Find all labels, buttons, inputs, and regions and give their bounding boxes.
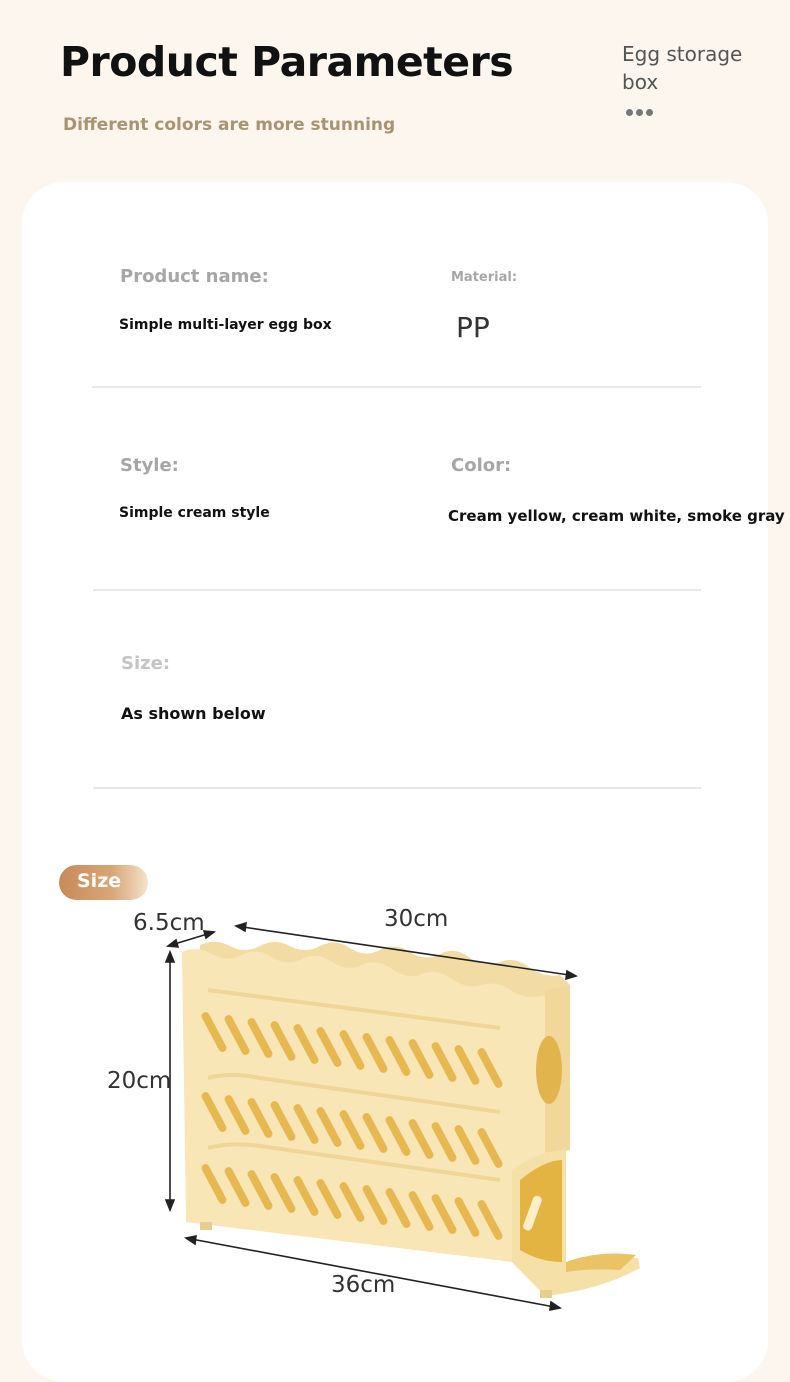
page-title: Product Parameters [60, 38, 514, 86]
size-badge [59, 865, 148, 900]
style-value: Simple cream style [119, 505, 270, 521]
color-label: Color: [451, 455, 512, 476]
product-name-label: Product name: [120, 266, 269, 287]
more-dots-icon [626, 109, 653, 116]
height-dimension: 20cm [107, 1068, 172, 1094]
divider [93, 589, 701, 591]
size-badge-label: Size [77, 870, 122, 892]
style-label: Style: [120, 455, 179, 476]
top-width-dimension: 30cm [384, 906, 449, 932]
product-name-value: Simple multi-layer egg box [119, 317, 332, 333]
size-value: As shown below [121, 704, 266, 723]
divider [92, 386, 701, 388]
page-subtitle: Different colors are more stunning [63, 115, 396, 135]
material-value: PP [456, 311, 490, 344]
color-value: Cream yellow, cream white, smoke gray [448, 507, 785, 525]
product-category-label: Egg storage box [622, 42, 743, 94]
base-length-dimension: 36cm [331, 1272, 396, 1298]
size-label: Size: [121, 653, 171, 674]
divider [93, 787, 701, 789]
depth-dimension: 6.5cm [133, 910, 205, 936]
material-label: Material: [451, 270, 518, 285]
